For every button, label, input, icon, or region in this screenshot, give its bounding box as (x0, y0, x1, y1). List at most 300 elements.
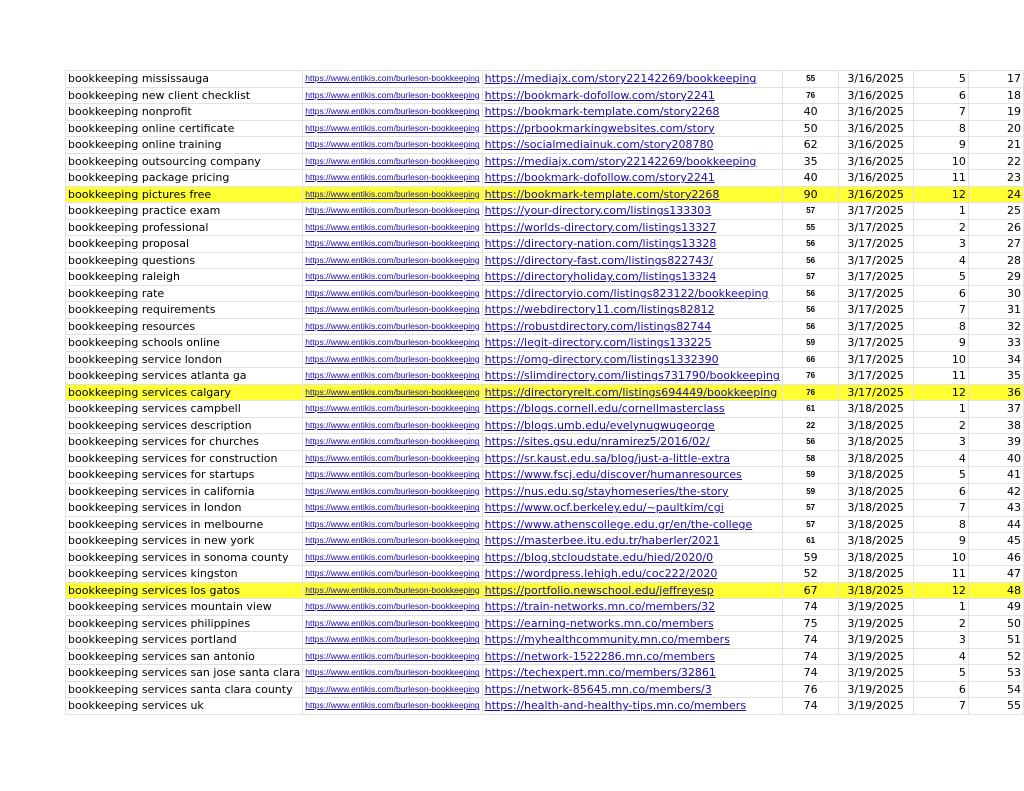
table-row (66, 302, 1024, 319)
source-url-link[interactable]: https://www.entikis.com/burleson-bookkeeping (303, 203, 482, 220)
domain-authority-cell: 61 (782, 533, 839, 550)
domain-authority-cell: 56 (782, 252, 839, 269)
table-row (66, 632, 1024, 649)
table-row (66, 417, 1024, 434)
date-cell: 3/17/2025 (839, 318, 913, 335)
domain-authority-cell: 59 (782, 483, 839, 500)
table-row (66, 500, 1024, 517)
backlink-url-link[interactable]: https://webdirectory11.com/listings82812 (482, 302, 782, 319)
keyword-cell: bookkeeping service london (66, 351, 303, 368)
table-row (66, 120, 1024, 137)
domain-authority-cell: 56 (782, 285, 839, 302)
table-row (66, 401, 1024, 418)
date-cell: 3/18/2025 (839, 434, 913, 451)
backlink-url-link[interactable]: https://directory-fast.com/listings822743/ (482, 252, 782, 269)
date-cell: 3/19/2025 (839, 648, 913, 665)
domain-authority-cell: 56 (782, 318, 839, 335)
source-url-link[interactable]: https://www.entikis.com/burleson-bookkeeping (303, 417, 482, 434)
table-row (66, 351, 1024, 368)
day-index-cell: 10 (913, 153, 968, 170)
row-number-cell: 21 (968, 137, 1023, 154)
date-cell: 3/16/2025 (839, 137, 913, 154)
keyword-cell: bookkeeping pictures free (66, 186, 303, 203)
table-row (66, 153, 1024, 170)
row-number-cell: 53 (968, 665, 1023, 682)
day-index-cell: 5 (913, 467, 968, 484)
keyword-cell: bookkeeping services for construction (66, 450, 303, 467)
day-index-cell: 1 (913, 203, 968, 220)
day-index-cell: 8 (913, 120, 968, 137)
backlink-url-link[interactable]: https://legit-directory.com/listings133225 (482, 335, 782, 352)
source-url-link[interactable]: https://www.entikis.com/burleson-bookkeeping (303, 153, 482, 170)
backlink-url-link[interactable]: https://blogs.cornell.edu/cornellmasterclass (482, 401, 782, 418)
date-cell: 3/18/2025 (839, 516, 913, 533)
day-index-cell: 7 (913, 104, 968, 121)
domain-authority-cell: 74 (782, 698, 839, 715)
source-url-link[interactable]: https://www.entikis.com/burleson-bookkeeping (303, 302, 482, 319)
domain-authority-cell: 75 (782, 615, 839, 632)
domain-authority-cell: 62 (782, 137, 839, 154)
table-row (66, 71, 1024, 88)
date-cell: 3/16/2025 (839, 87, 913, 104)
backlink-url-link[interactable]: https://directoryholiday.com/listings13324 (482, 269, 782, 286)
domain-authority-cell: 22 (782, 417, 839, 434)
day-index-cell: 2 (913, 615, 968, 632)
source-url-link[interactable]: https://www.entikis.com/burleson-bookkeeping (303, 219, 482, 236)
row-number-cell: 48 (968, 582, 1023, 599)
table-row-highlighted (66, 582, 1024, 599)
source-url-link[interactable]: https://www.entikis.com/burleson-bookkeeping (303, 120, 482, 137)
keyword-cell: bookkeeping package pricing (66, 170, 303, 187)
source-url-link[interactable]: https://www.entikis.com/burleson-bookkeeping (303, 285, 482, 302)
date-cell: 3/17/2025 (839, 302, 913, 319)
day-index-cell: 12 (913, 384, 968, 401)
row-number-cell: 31 (968, 302, 1023, 319)
day-index-cell: 5 (913, 71, 968, 88)
backlink-url-link[interactable]: https://masterbee.itu.edu.tr/haberler/2021 (482, 533, 782, 550)
backlink-url-link[interactable]: https://blogs.umb.edu/evelynugwugeorge (482, 417, 782, 434)
row-number-cell: 54 (968, 681, 1023, 698)
date-cell: 3/18/2025 (839, 582, 913, 599)
row-number-cell: 52 (968, 648, 1023, 665)
domain-authority-cell: 74 (782, 632, 839, 649)
date-cell: 3/17/2025 (839, 351, 913, 368)
keyword-cell: bookkeeping services philippines (66, 615, 303, 632)
keyword-cell: bookkeeping new client checklist (66, 87, 303, 104)
row-number-cell: 44 (968, 516, 1023, 533)
table-row (66, 269, 1024, 286)
date-cell: 3/19/2025 (839, 665, 913, 682)
source-url-link[interactable]: https://www.entikis.com/burleson-bookkeeping (303, 483, 482, 500)
day-index-cell: 10 (913, 351, 968, 368)
table-row (66, 170, 1024, 187)
day-index-cell: 11 (913, 566, 968, 583)
table-row (66, 615, 1024, 632)
source-url-link[interactable]: https://www.entikis.com/burleson-bookkeeping (303, 516, 482, 533)
backlink-url-link[interactable]: https://directory-nation.com/listings13328 (482, 236, 782, 253)
backlink-url-link[interactable]: https://socialmediainuk.com/story208780 (482, 137, 782, 154)
keyword-cell: bookkeeping questions (66, 252, 303, 269)
day-index-cell: 4 (913, 450, 968, 467)
row-number-cell: 18 (968, 87, 1023, 104)
source-url-link[interactable]: https://www.entikis.com/burleson-bookkeeping (303, 186, 482, 203)
source-url-link[interactable]: https://www.entikis.com/burleson-bookkeeping (303, 681, 482, 698)
table-row (66, 533, 1024, 550)
row-number-cell: 42 (968, 483, 1023, 500)
keyword-cell: bookkeeping resources (66, 318, 303, 335)
keyword-cell: bookkeeping proposal (66, 236, 303, 253)
day-index-cell: 2 (913, 417, 968, 434)
day-index-cell: 3 (913, 632, 968, 649)
day-index-cell: 7 (913, 500, 968, 517)
row-number-cell: 17 (968, 71, 1023, 88)
backlink-url-link[interactable]: https://bookmark-dofollow.com/story2241 (482, 87, 782, 104)
keyword-cell: bookkeeping services in sonoma county (66, 549, 303, 566)
backlink-url-link[interactable]: https://myhealthcommunity.mn.co/members (482, 632, 782, 649)
keyword-cell: bookkeeping services portland (66, 632, 303, 649)
row-number-cell: 32 (968, 318, 1023, 335)
domain-authority-cell: 55 (782, 219, 839, 236)
domain-authority-cell: 76 (782, 681, 839, 698)
day-index-cell: 3 (913, 434, 968, 451)
backlink-url-link[interactable]: https://directoryrelt.com/listings694449/bookkeeping (482, 384, 782, 401)
keyword-cell: bookkeeping raleigh (66, 269, 303, 286)
table-row (66, 483, 1024, 500)
day-index-cell: 12 (913, 186, 968, 203)
date-cell: 3/18/2025 (839, 566, 913, 583)
keyword-cell: bookkeeping schools online (66, 335, 303, 352)
date-cell: 3/17/2025 (839, 203, 913, 220)
keyword-cell: bookkeeping services in new york (66, 533, 303, 550)
source-url-link[interactable]: https://www.entikis.com/burleson-bookkeeping (303, 698, 482, 715)
table-row (66, 434, 1024, 451)
backlink-url-link[interactable]: https://www.athenscollege.edu.gr/en/the-college (482, 516, 782, 533)
table-row (66, 87, 1024, 104)
domain-authority-cell: 76 (782, 384, 839, 401)
row-number-cell: 45 (968, 533, 1023, 550)
day-index-cell: 6 (913, 285, 968, 302)
source-url-link[interactable]: https://www.entikis.com/burleson-bookkeeping (303, 87, 482, 104)
day-index-cell: 1 (913, 401, 968, 418)
day-index-cell: 11 (913, 368, 968, 385)
backlink-url-link[interactable]: https://slimdirectory.com/listings731790/bookkeeping (482, 368, 782, 385)
table-row (66, 681, 1024, 698)
table-row (66, 203, 1024, 220)
source-url-link[interactable]: https://www.entikis.com/burleson-bookkeeping (303, 434, 482, 451)
date-cell: 3/18/2025 (839, 500, 913, 517)
row-number-cell: 20 (968, 120, 1023, 137)
backlink-url-link[interactable]: https://bookmark-dofollow.com/story2241 (482, 170, 782, 187)
row-number-cell: 34 (968, 351, 1023, 368)
row-number-cell: 37 (968, 401, 1023, 418)
domain-authority-cell: 50 (782, 120, 839, 137)
domain-authority-cell: 76 (782, 87, 839, 104)
backlink-url-link[interactable]: https://nus.edu.sg/stayhomeseries/the-story (482, 483, 782, 500)
row-number-cell: 22 (968, 153, 1023, 170)
day-index-cell: 11 (913, 170, 968, 187)
domain-authority-cell: 56 (782, 434, 839, 451)
keyword-cell: bookkeeping rate (66, 285, 303, 302)
row-number-cell: 49 (968, 599, 1023, 616)
backlink-url-link[interactable]: https://bookmark-template.com/story2268 (482, 104, 782, 121)
domain-authority-cell: 61 (782, 401, 839, 418)
keyword-cell: bookkeeping requirements (66, 302, 303, 319)
source-url-link[interactable]: https://www.entikis.com/burleson-bookkeeping (303, 615, 482, 632)
table-row (66, 599, 1024, 616)
row-number-cell: 29 (968, 269, 1023, 286)
row-number-cell: 28 (968, 252, 1023, 269)
backlink-url-link[interactable]: https://www.ocf.berkeley.edu/~paultkim/cgi (482, 500, 782, 517)
spreadsheet-body (66, 71, 1024, 715)
row-number-cell: 27 (968, 236, 1023, 253)
keyword-cell: bookkeeping services los gatos (66, 582, 303, 599)
row-number-cell: 47 (968, 566, 1023, 583)
date-cell: 3/16/2025 (839, 71, 913, 88)
day-index-cell: 5 (913, 665, 968, 682)
source-url-link[interactable]: https://www.entikis.com/burleson-bookkeeping (303, 368, 482, 385)
row-number-cell: 40 (968, 450, 1023, 467)
source-url-link[interactable]: https://www.entikis.com/burleson-bookkeeping (303, 384, 482, 401)
row-number-cell: 33 (968, 335, 1023, 352)
source-url-link[interactable]: https://www.entikis.com/burleson-bookkeeping (303, 401, 482, 418)
source-url-link[interactable]: https://www.entikis.com/burleson-bookkeeping (303, 252, 482, 269)
day-index-cell: 1 (913, 599, 968, 616)
source-url-link[interactable]: https://www.entikis.com/burleson-bookkeeping (303, 236, 482, 253)
table-row (66, 368, 1024, 385)
date-cell: 3/16/2025 (839, 104, 913, 121)
backlink-url-link[interactable]: https://prbookmarkingwebsites.com/story (482, 120, 782, 137)
day-index-cell: 4 (913, 648, 968, 665)
source-url-link[interactable]: https://www.entikis.com/burleson-bookkeeping (303, 104, 482, 121)
domain-authority-cell: 57 (782, 516, 839, 533)
source-url-link[interactable]: https://www.entikis.com/burleson-bookkeeping (303, 566, 482, 583)
source-url-link[interactable]: https://www.entikis.com/burleson-bookkeeping (303, 269, 482, 286)
source-url-link[interactable]: https://www.entikis.com/burleson-bookkeeping (303, 665, 482, 682)
domain-authority-cell: 76 (782, 368, 839, 385)
row-number-cell: 23 (968, 170, 1023, 187)
date-cell: 3/17/2025 (839, 252, 913, 269)
keyword-cell: bookkeeping mississauga (66, 71, 303, 88)
date-cell: 3/17/2025 (839, 368, 913, 385)
domain-authority-cell: 74 (782, 665, 839, 682)
domain-authority-cell: 58 (782, 450, 839, 467)
domain-authority-cell: 40 (782, 170, 839, 187)
keyword-cell: bookkeeping services for startups (66, 467, 303, 484)
domain-authority-cell: 57 (782, 269, 839, 286)
table-row (66, 467, 1024, 484)
domain-authority-cell: 67 (782, 582, 839, 599)
table-row-highlighted (66, 186, 1024, 203)
day-index-cell: 3 (913, 236, 968, 253)
source-url-link[interactable]: https://www.entikis.com/burleson-bookkeeping (303, 500, 482, 517)
date-cell: 3/17/2025 (839, 285, 913, 302)
table-row (66, 335, 1024, 352)
keyword-cell: bookkeeping services san antonio (66, 648, 303, 665)
domain-authority-cell: 59 (782, 549, 839, 566)
date-cell: 3/16/2025 (839, 153, 913, 170)
keyword-cell: bookkeeping services santa clara county (66, 681, 303, 698)
keyword-cell: bookkeeping services san jose santa clara (66, 665, 303, 682)
row-number-cell: 41 (968, 467, 1023, 484)
source-url-link[interactable]: https://www.entikis.com/burleson-bookkeeping (303, 533, 482, 550)
day-index-cell: 9 (913, 137, 968, 154)
domain-authority-cell: 90 (782, 186, 839, 203)
row-number-cell: 51 (968, 632, 1023, 649)
table-row (66, 318, 1024, 335)
domain-authority-cell: 74 (782, 648, 839, 665)
source-url-link[interactable]: https://www.entikis.com/burleson-bookkeeping (303, 170, 482, 187)
row-number-cell: 24 (968, 186, 1023, 203)
backlink-url-link[interactable]: https://directoryio.com/listings823122/bookkeeping (482, 285, 782, 302)
date-cell: 3/19/2025 (839, 698, 913, 715)
date-cell: 3/17/2025 (839, 384, 913, 401)
source-url-link[interactable]: https://www.entikis.com/burleson-bookkeeping (303, 335, 482, 352)
date-cell: 3/18/2025 (839, 549, 913, 566)
date-cell: 3/18/2025 (839, 401, 913, 418)
table-row (66, 137, 1024, 154)
source-url-link[interactable]: https://www.entikis.com/burleson-bookkeeping (303, 137, 482, 154)
keyword-cell: bookkeeping nonprofit (66, 104, 303, 121)
table-row (66, 549, 1024, 566)
keyword-cell: bookkeeping services campbell (66, 401, 303, 418)
day-index-cell: 7 (913, 698, 968, 715)
row-number-cell: 50 (968, 615, 1023, 632)
day-index-cell: 6 (913, 87, 968, 104)
date-cell: 3/17/2025 (839, 219, 913, 236)
backlink-url-link[interactable]: https://techexpert.mn.co/members/32861 (482, 665, 782, 682)
table-row (66, 236, 1024, 253)
keyword-cell: bookkeeping services in california (66, 483, 303, 500)
backlink-url-link[interactable]: https://wordpress.lehigh.edu/coc222/2020 (482, 566, 782, 583)
day-index-cell: 6 (913, 483, 968, 500)
domain-authority-cell: 40 (782, 104, 839, 121)
row-number-cell: 55 (968, 698, 1023, 715)
day-index-cell: 4 (913, 252, 968, 269)
domain-authority-cell: 57 (782, 500, 839, 517)
backlink-url-link[interactable]: https://sites.gsu.edu/nramirez5/2016/02/ (482, 434, 782, 451)
date-cell: 3/19/2025 (839, 599, 913, 616)
keyword-cell: bookkeeping online certificate (66, 120, 303, 137)
keyword-cell: bookkeeping services uk (66, 698, 303, 715)
keyword-cell: bookkeeping services description (66, 417, 303, 434)
backlink-url-link[interactable]: https://omg-directory.com/listings1332390 (482, 351, 782, 368)
date-cell: 3/19/2025 (839, 615, 913, 632)
backlink-url-link[interactable]: https://www.fscj.edu/discover/humanresources (482, 467, 782, 484)
date-cell: 3/17/2025 (839, 335, 913, 352)
source-url-link[interactable]: https://www.entikis.com/burleson-bookkeeping (303, 599, 482, 616)
date-cell: 3/19/2025 (839, 632, 913, 649)
backlink-url-link[interactable]: https://network-85645.mn.co/members/3 (482, 681, 782, 698)
domain-authority-cell: 56 (782, 236, 839, 253)
backlink-url-link[interactable]: https://health-and-healthy-tips.mn.co/members (482, 698, 782, 715)
row-number-cell: 19 (968, 104, 1023, 121)
date-cell: 3/16/2025 (839, 120, 913, 137)
table-row (66, 566, 1024, 583)
keyword-cell: bookkeeping professional (66, 219, 303, 236)
backlink-url-link[interactable]: https://mediajx.com/story22142269/bookkeeping (482, 71, 782, 88)
backlink-url-link[interactable]: https://worlds-directory.com/listings13327 (482, 219, 782, 236)
table-row (66, 252, 1024, 269)
row-number-cell: 39 (968, 434, 1023, 451)
domain-authority-cell: 66 (782, 351, 839, 368)
keyword-cell: bookkeeping practice exam (66, 203, 303, 220)
day-index-cell: 5 (913, 269, 968, 286)
domain-authority-cell: 52 (782, 566, 839, 583)
table-row (66, 285, 1024, 302)
row-number-cell: 43 (968, 500, 1023, 517)
row-number-cell: 38 (968, 417, 1023, 434)
backlink-url-link[interactable]: https://bookmark-template.com/story2268 (482, 186, 782, 203)
row-number-cell: 35 (968, 368, 1023, 385)
table-row-highlighted (66, 384, 1024, 401)
row-number-cell: 36 (968, 384, 1023, 401)
domain-authority-cell: 35 (782, 153, 839, 170)
spreadsheet-table (65, 70, 1024, 715)
date-cell: 3/18/2025 (839, 417, 913, 434)
domain-authority-cell: 59 (782, 335, 839, 352)
domain-authority-cell: 55 (782, 71, 839, 88)
source-url-link[interactable]: https://www.entikis.com/burleson-bookkeeping (303, 549, 482, 566)
date-cell: 3/17/2025 (839, 236, 913, 253)
source-url-link[interactable]: https://www.entikis.com/burleson-bookkeeping (303, 632, 482, 649)
date-cell: 3/16/2025 (839, 186, 913, 203)
date-cell: 3/19/2025 (839, 681, 913, 698)
date-cell: 3/18/2025 (839, 533, 913, 550)
keyword-cell: bookkeeping services kingston (66, 566, 303, 583)
backlink-url-link[interactable]: https://earning-networks.mn.co/members (482, 615, 782, 632)
day-index-cell: 6 (913, 681, 968, 698)
backlink-url-link[interactable]: https://blog.stcloudstate.edu/hied/2020/0 (482, 549, 782, 566)
domain-authority-cell: 57 (782, 203, 839, 220)
keyword-cell: bookkeeping services in melbourne (66, 516, 303, 533)
date-cell: 3/18/2025 (839, 467, 913, 484)
row-number-cell: 46 (968, 549, 1023, 566)
row-number-cell: 25 (968, 203, 1023, 220)
source-url-link[interactable]: https://www.entikis.com/burleson-bookkeeping (303, 71, 482, 88)
table-row (66, 665, 1024, 682)
table-row (66, 104, 1024, 121)
domain-authority-cell: 59 (782, 467, 839, 484)
keyword-cell: bookkeeping services atlanta ga (66, 368, 303, 385)
date-cell: 3/16/2025 (839, 170, 913, 187)
keyword-cell: bookkeeping services for churches (66, 434, 303, 451)
backlink-url-link[interactable]: https://robustdirectory.com/listings82744 (482, 318, 782, 335)
source-url-link[interactable]: https://www.entikis.com/burleson-bookkeeping (303, 582, 482, 599)
day-index-cell: 9 (913, 335, 968, 352)
keyword-cell: bookkeeping services mountain view (66, 599, 303, 616)
backlink-url-link[interactable]: https://sr.kaust.edu.sa/blog/just-a-little-extra (482, 450, 782, 467)
row-number-cell: 30 (968, 285, 1023, 302)
row-number-cell: 26 (968, 219, 1023, 236)
table-row (66, 450, 1024, 467)
day-index-cell: 7 (913, 302, 968, 319)
backlink-url-link[interactable]: https://mediajx.com/story22142269/bookkeeping (482, 153, 782, 170)
day-index-cell: 12 (913, 582, 968, 599)
source-url-link[interactable]: https://www.entikis.com/burleson-bookkeeping (303, 648, 482, 665)
date-cell: 3/18/2025 (839, 483, 913, 500)
backlink-url-link[interactable]: https://your-directory.com/listings133303 (482, 203, 782, 220)
table-row (66, 648, 1024, 665)
backlink-url-link[interactable]: https://train-networks.mn.co/members/32 (482, 599, 782, 616)
source-url-link[interactable]: https://www.entikis.com/burleson-bookkeeping (303, 450, 482, 467)
source-url-link[interactable]: https://www.entikis.com/burleson-bookkeeping (303, 467, 482, 484)
day-index-cell: 8 (913, 318, 968, 335)
backlink-url-link[interactable]: https://network-1522286.mn.co/members (482, 648, 782, 665)
backlink-url-link[interactable]: https://portfolio.newschool.edu/jeffreyesp (482, 582, 782, 599)
source-url-link[interactable]: https://www.entikis.com/burleson-bookkeeping (303, 351, 482, 368)
source-url-link[interactable]: https://www.entikis.com/burleson-bookkeeping (303, 318, 482, 335)
date-cell: 3/18/2025 (839, 450, 913, 467)
